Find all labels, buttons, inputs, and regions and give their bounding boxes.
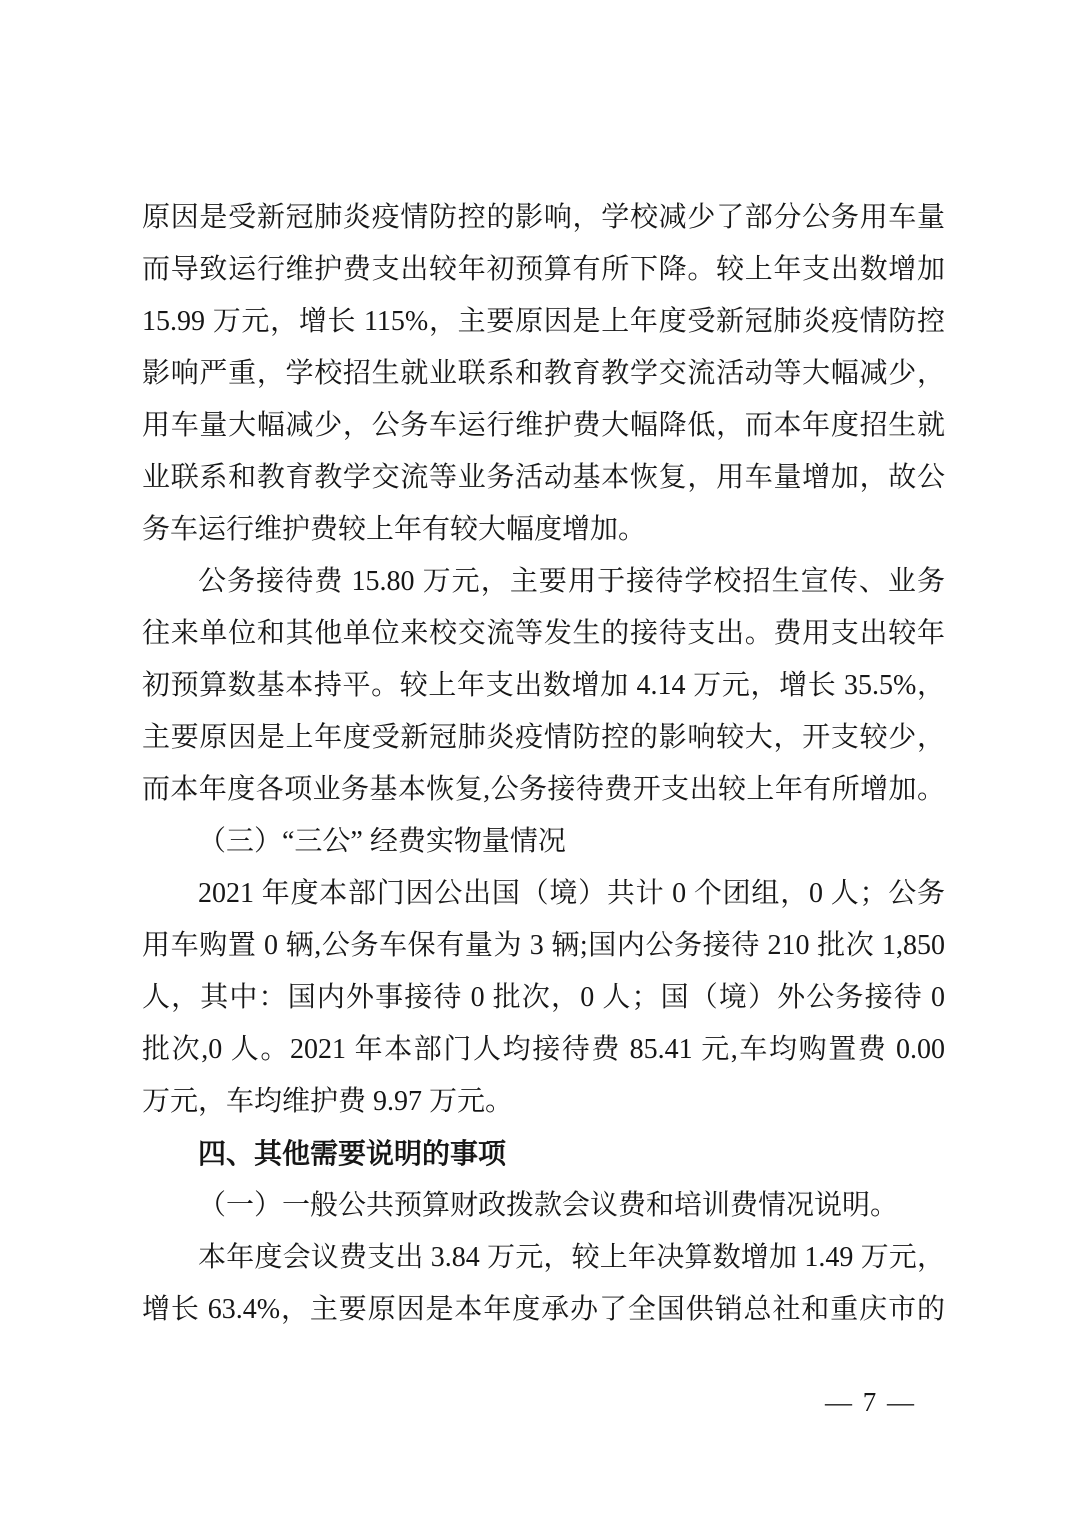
text-line: 务车运行维护费较上年有较大幅度增加。 (142, 514, 647, 545)
text-line: 初预算数基本持平。较上年支出数增加 4.14 万元，增长 35.5%， (142, 670, 945, 701)
text-line: 15.99 万元，增长 115%，主要原因是上年度受新冠肺炎疫情防控 (142, 306, 945, 337)
text-line: 用车量大幅减少，公务车运行维护费大幅降低，而本年度招生就 (142, 410, 945, 441)
text-line: 影响严重，学校招生就业联系和教育教学交流活动等大幅减少， (142, 358, 945, 389)
text-line: 批次,0 人。2021 年本部门人均接待费 85.41 元,车均购置费 0.00 (142, 1034, 945, 1065)
text-line: 主要原因是上年度受新冠肺炎疫情防控的影响较大，开支较少， (142, 722, 945, 753)
text-line: 往来单位和其他单位来校交流等发生的接待支出。费用支出较年 (142, 618, 945, 649)
text-line: 用车购置 0 辆,公务车保有量为 3 辆;国内公务接待 210 批次 1,850 (142, 930, 945, 961)
text-line: 2021 年度本部门因公出国（境）共计 0 个团组，0 人；公务 (198, 878, 945, 909)
text-line: 增长 63.4%，主要原因是本年度承办了全国供销总社和重庆市的 (142, 1294, 945, 1325)
text-line: 而导致运行维护费支出较年初预算有所下降。较上年支出数增加 (142, 254, 945, 285)
text-line: 人，其中：国内外事接待 0 批次，0 人；国（境）外公务接待 0 (142, 982, 945, 1013)
page-number: — 7 — (825, 1387, 916, 1417)
text-line: 原因是受新冠肺炎疫情防控的影响，学校减少了部分公务用车量 (142, 202, 945, 233)
subsection-heading-meeting-training: （一）一般公共预算财政拨款会议费和培训费情况说明。 (198, 1190, 899, 1221)
document-body (142, 192, 945, 1336)
text-line: 而本年度各项业务基本恢复,公务接待费开支出较上年有所增加。 (142, 774, 945, 805)
text-line: 公务接待费 15.80 万元，主要用于接待学校招生宣传、业务 (198, 566, 945, 597)
text-line: 万元，车均维护费 9.97 万元。 (142, 1086, 514, 1117)
text-line: 本年度会议费支出 3.84 万元，较上年决算数增加 1.49 万元， (198, 1242, 945, 1273)
section-heading-other-items: 四、其他需要说明的事项 (198, 1138, 507, 1169)
text-line: 业联系和教育教学交流等业务活动基本恢复，用车量增加，故公 (142, 462, 945, 493)
section-heading-three-public-quantity: （三）“三公” 经费实物量情况 (198, 826, 566, 857)
